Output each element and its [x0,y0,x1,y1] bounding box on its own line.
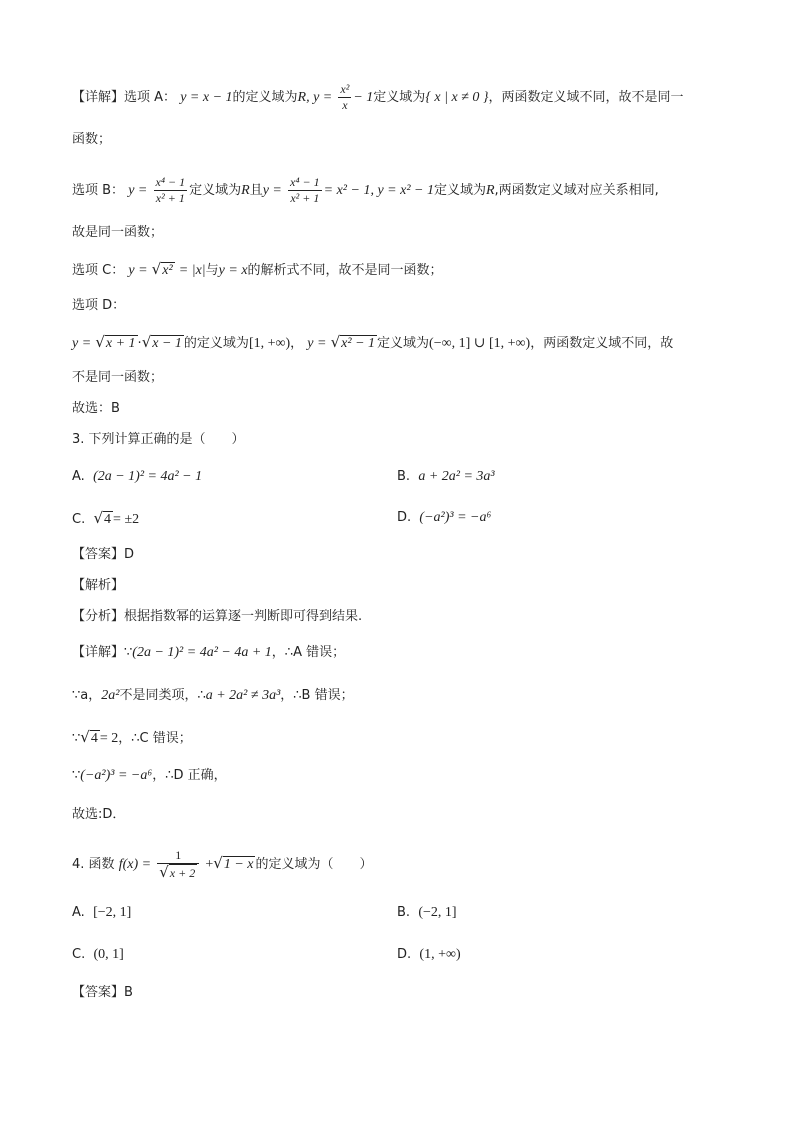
answer-line: 【答案】D [72,547,135,562]
option-d-lead: 选项 D： [72,298,126,313]
option-label: B. [397,469,411,484]
text: ，∴C 错误； [118,731,192,746]
math-expr: [−2, 1] [93,905,132,920]
radical-sign: √ [80,728,90,746]
option-a-line [72,82,684,113]
math-expr: y = [128,183,148,198]
fraction-denominator: x [342,98,348,112]
math-expr: (−∞, 1] ∪ [1, +∞) [429,336,531,351]
math-expr: 2a² [101,688,120,703]
radical-sign: √ [141,333,152,351]
text: 4. 函数 [72,857,115,872]
math-expr: (0, 1] [93,947,124,962]
radicand: 4 [104,512,112,527]
q4-option-a [72,903,131,923]
math-expr: R [241,183,250,198]
radical-sign: √ [95,333,105,351]
question-3-stem: 3. 下列计算正确的是（ ） [72,432,245,447]
question-4-stem [72,848,373,881]
math-expr: (2a − 1)² = 4a² − 4a + 1 [132,645,272,660]
text: ，两函数定义域不同，故 [530,336,674,351]
text: 定义域为 [373,90,426,105]
math-expr: y = [128,263,148,278]
text: 且 [249,183,263,198]
radical-sign: √ [213,854,223,872]
text: ，∴B 错误； [280,688,354,703]
math-expr: R [485,183,495,198]
text: 的定义域为 [183,336,249,351]
q4-option-b [397,903,457,923]
radicand: 1 − x [223,857,254,872]
q4-option-d [397,945,461,965]
q3-detail-4 [72,766,227,786]
fraction [154,175,188,206]
text: 定义域为 [189,183,242,198]
text: ∵a， [72,688,102,703]
math-expr: y = [307,336,327,351]
option-label: D. [397,947,412,962]
q3-option-b [397,467,495,487]
math-expr: = |x| [178,263,206,278]
math-expr: (−a²)³ = −a⁶ [419,510,492,525]
option-label: A. [72,905,85,920]
analysis-tag: 【解析】 [72,578,125,593]
fraction-numerator: x⁴ − 1 [155,175,186,189]
fraction-denominator [157,864,199,881]
text: ∵ [72,731,81,746]
text: ,两函数定义域对应关系相同, [494,183,659,198]
radicand: 4 [90,731,98,746]
detail-tag: 【详解】∵ [72,645,133,660]
radicand: x − 1 [152,336,182,351]
q3-detail-1 [72,643,345,663]
text: 与 [205,263,219,278]
fraction [288,175,322,206]
fraction-numerator: 1 [157,848,199,864]
option-label: A. [72,469,85,484]
q3-option-d [397,508,491,528]
choice-line: 故选:D． [72,807,126,822]
math-expr: y = [262,183,282,198]
radical-sign: √ [93,509,104,527]
fraction [157,848,199,881]
math-expr: y = x [218,263,248,278]
detail-tag: 【详解】 [72,90,125,105]
analysis-line: 【分析】根据指数幂的运算逐一判断即可得到结果. [72,609,363,624]
dot-operator: · [137,336,142,351]
fraction-numerator: x² [340,82,350,96]
math-expr: − 1 [353,90,374,105]
text: 定义域为 [377,336,430,351]
radical-sign: √ [330,333,341,351]
text: 的解析式不同，故不是同一函数； [247,263,443,278]
option-label: C. [72,947,86,962]
option-b-continuation: 故是同一函数； [72,225,164,240]
q3-detail-2 [72,686,354,706]
math-expr: (2a − 1)² = 4a² − 1 [93,469,203,484]
math-expr: = x² − 1, y = x² − 1 [323,183,434,198]
math-expr: { x | x ≠ 0 } [425,90,489,105]
text: ，∴A 错误； [271,645,346,660]
option-b-line [72,175,659,206]
option-a-continuation: 函数； [72,132,112,147]
math-expr: (−2, 1] [418,905,457,920]
math-expr: + [205,857,214,872]
radicand: x² − 1 [341,336,376,351]
text: 不是同类项，∴ [119,688,206,703]
q3-detail-3 [72,727,192,749]
math-expr: f(x) = [118,857,152,872]
option-label: D. [397,510,412,525]
math-expr: (1, +∞) [419,947,461,962]
option-label: B. [397,905,411,920]
radical-sign: √ [151,260,162,278]
choice-line: 故选：B [72,401,120,416]
math-expr: [1, +∞) [248,336,291,351]
math-expr: y = [72,336,92,351]
math-expr: R [297,90,307,105]
q3-option-a [72,467,202,487]
fraction-denominator: x² + 1 [155,191,185,205]
fraction-numerator: x⁴ − 1 [290,175,320,189]
math-expr: a + 2a² ≠ 3a³ [205,688,281,703]
radical-sign: √ [159,863,169,881]
math-expr: y = x − 1 [180,90,233,105]
option-a-lead: 选项 A： [124,90,177,105]
option-d-continuation: 不是同一函数； [72,370,164,385]
q3-option-c [72,508,139,530]
option-c-lead: 选项 C： [72,263,125,278]
option-d-line [72,332,673,354]
radicand: x + 1 [105,336,136,351]
radicand: x² [162,263,173,278]
text: 定义域为 [433,183,486,198]
fraction [338,82,351,113]
text: ， [290,336,304,351]
fraction-denominator: x² + 1 [290,191,320,205]
text: ，两函数定义域不同，故不是同一 [488,90,684,105]
math-expr: = ±2 [113,512,140,527]
text: 的定义域为 [232,90,298,105]
option-label: C. [72,512,86,527]
math-expr: = 2 [99,731,119,746]
option-c-line [72,259,443,281]
option-b-lead: 选项 B： [72,183,125,198]
text: ，∴D 正确， [152,768,227,783]
text: ∵ [72,768,81,783]
text: 的定义域为（ ） [255,857,373,872]
math-expr: (−a²)³ = −a⁶ [80,768,153,783]
radicand: x + 2 [169,866,196,880]
math-expr: , y = [306,90,333,105]
q4-option-c [72,945,124,965]
math-expr: a + 2a² = 3a³ [418,469,495,484]
answer-line: 【答案】B [72,985,133,1000]
